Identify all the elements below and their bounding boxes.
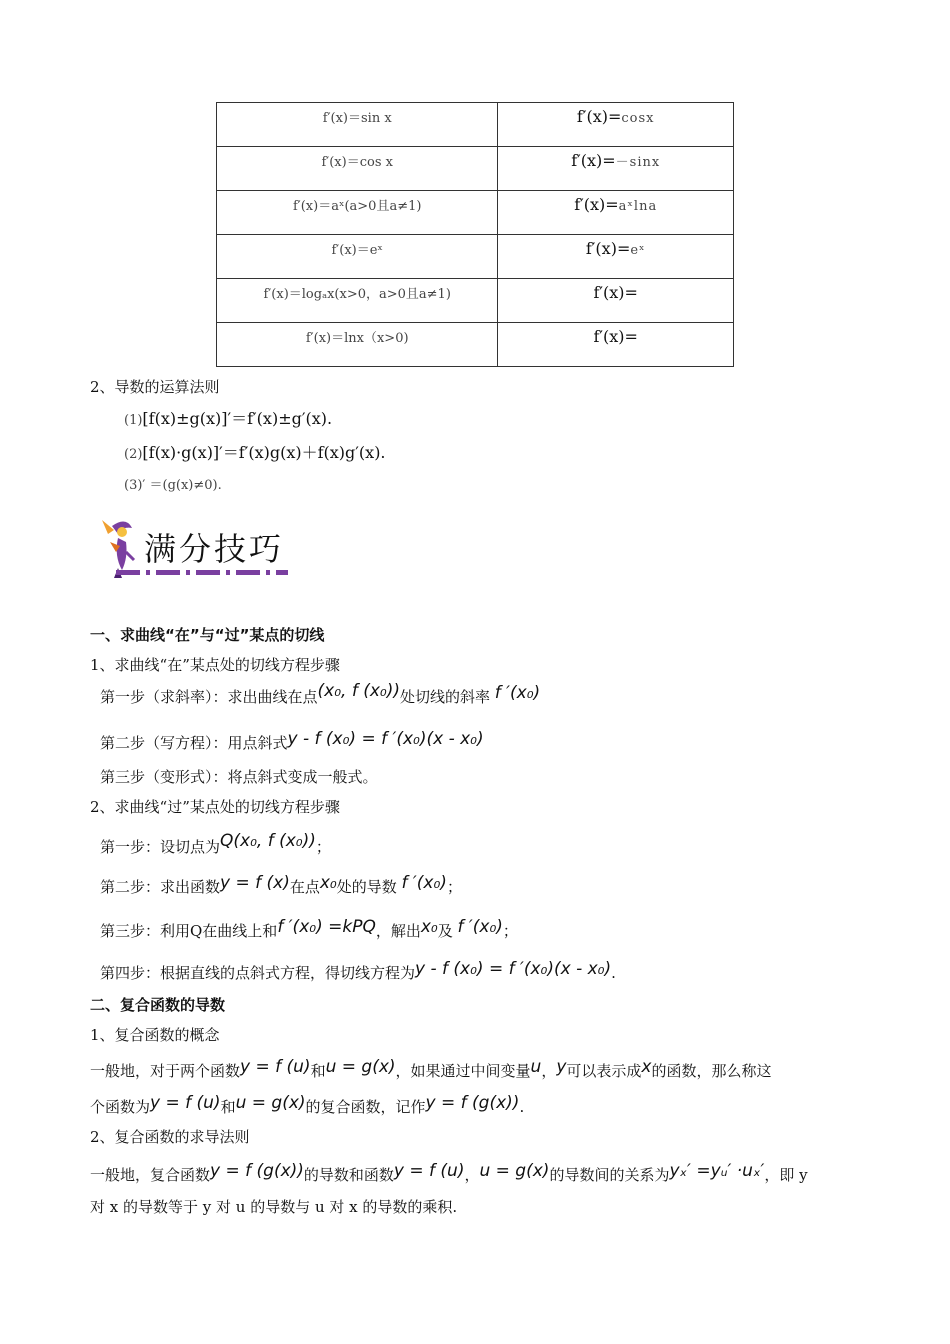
pass-step-1 [100,831,331,857]
table-cell-function: f′(x)＝logₐx(x>0，a>0且a≠1) [217,279,498,323]
paragraph-text: 可以表示成 [566,1062,642,1080]
composite-definition-line-2 [90,1093,525,1117]
rule-text: [f(x)·g(x)]′＝f′(x)g(x)＋f(x)g′(x). [142,443,386,462]
table-cell-derivative [498,235,734,279]
paragraph-text: 一般地，复合函数 [90,1166,211,1184]
step-text: 第四步：根据直线的点斜式方程，得切线方程为 [100,964,416,982]
rule-product [124,440,386,463]
function-formula: u = g(x) [325,1057,396,1077]
tangent-point-formula: Q(x₀, f (x₀)) [220,831,316,851]
function-formula: y = f (u) [150,1093,221,1113]
table-cell-derivative [498,279,734,323]
table-row [217,147,734,191]
section-1-sub-1: 1、求曲线“在”某点处的切线方程步骤 [90,656,340,674]
derivative-value: aˣlna [618,199,658,214]
step-text: 第三步：利用Q在曲线上和 [100,922,278,940]
section-2-sub-2: 2、复合函数的求导法则 [90,1128,250,1146]
table-cell-derivative [498,147,734,191]
step-text: 第二步：求出函数 [100,878,221,896]
table-row [217,279,734,323]
function-formula: u = g(x) [479,1161,550,1181]
variable-x: x [641,1057,652,1077]
table-cell-function: f′(x)＝aˣ(a>0且a≠1) [217,191,498,235]
step-text: 处切线的斜率 [400,688,491,706]
paragraph-text: 的导数和函数 [303,1166,394,1184]
table-cell-derivative [498,191,734,235]
paragraph-text: ，如果通过中间变量 [395,1062,531,1080]
derivative-prefix: f′(x)= [576,107,622,126]
derivative-value: eˣ [630,243,646,258]
composite-definition-line-1 [90,1057,772,1081]
derivative-prefix: f′(x)= [593,327,638,346]
step-2-equation [100,729,484,753]
step-text: 处的导数 [336,878,397,896]
derivative-formula: f ′(x₀) [401,873,447,893]
table-cell-function: f′(x)＝cos x [217,147,498,191]
variable-y: y [556,1057,567,1077]
step-1-slope [100,681,541,707]
table-cell-derivative [498,103,734,147]
pass-step-2 [100,873,462,897]
step-text: ； [446,878,462,896]
variable-u: u [530,1057,542,1077]
step-text: . [611,964,616,982]
chain-rule-formula: yₓ′ =yᵤ′ ·uₓ′ [669,1161,765,1181]
derivative-value: －sinx [615,155,661,170]
pass-step-3 [100,917,518,941]
banner-divider [116,570,288,575]
step-text: 第二步（写方程）：用点斜式 [100,734,288,752]
paragraph-text: 的导数间的关系为 [549,1166,670,1184]
chain-rule-line-1 [90,1161,808,1185]
derivative-prefix: f′(x)= [571,151,616,170]
step-text: ； [502,922,518,940]
function-formula: u = g(x) [235,1093,306,1113]
rule-sum [124,406,332,429]
rules-heading: 2、导数的运算法则 [90,378,220,396]
section-2-title: 二、复合函数的导数 [90,996,226,1014]
table-cell-function: f′(x)＝sin x [217,103,498,147]
step-text: 在点 [289,878,320,896]
pass-step-4 [100,959,616,983]
paragraph-text: 和 [310,1062,326,1080]
function-formula: y = f (u) [393,1161,465,1181]
paragraph-text: ， [541,1062,557,1080]
derivative-value: cosx [621,111,655,126]
step-text: ，解出 [375,922,421,940]
paragraph-text: 的复合函数，记作 [305,1098,426,1116]
step-text: ； [315,838,331,856]
derivative-table [216,102,734,367]
step-text: 第一步（求斜率）：求出曲线在点 [100,688,318,706]
slope-formula: f ′(x₀) [494,683,541,703]
rule-text: [f(x)±g(x)]′＝f′(x)±g′(x). [142,409,333,428]
paragraph-text: ， [464,1166,480,1184]
table-row [217,235,734,279]
banner-title: 满分技巧 [144,530,285,568]
rule-number: (2) [124,447,143,462]
section-2-sub-1: 1、复合函数的概念 [90,1026,220,1044]
tangent-formula: y - f (x₀) = f ′(x₀)(x - x₀) [415,959,612,979]
function-formula: y = f (u) [240,1057,311,1077]
paragraph-text: 个函数为 [90,1098,151,1116]
function-formula: y = f (x) [220,873,290,893]
table-row [217,103,734,147]
paragraph-text: 一般地，对于两个函数 [90,1062,241,1080]
paragraph-text: 的函数，那么称这 [651,1062,772,1080]
paragraph-text: ，即 y [764,1166,808,1184]
table-row [217,323,734,367]
table-cell-derivative [498,323,734,367]
point-formula: (x₀, f (x₀)) [317,681,400,701]
tangent-formula: y - f (x₀) = f ′(x₀)(x - x₀) [287,729,484,749]
composite-formula: y = f (g(x)) [425,1093,520,1113]
x0-formula: x₀ [420,917,438,937]
step-text: 及 [437,922,453,940]
x0-formula: x₀ [319,873,337,893]
table-cell-function: f′(x)＝lnx（x>0) [217,323,498,367]
derivative-prefix: f′(x)= [585,239,631,258]
rule-number: (1) [124,413,143,428]
section-1-sub-2: 2、求曲线“过”某点处的切线方程步骤 [90,798,340,816]
step-3-general: 第三步（变形式）：将点斜式变成一般式。 [100,768,378,786]
table-row [217,191,734,235]
table-cell-function: f′(x)＝eˣ [217,235,498,279]
section-1-title: 一、求曲线“在”与“过”某点的切线 [90,626,325,644]
rule-quotient: (3)′ ＝(g(x)≠0). [124,478,222,493]
paragraph-text: . [519,1098,525,1116]
chain-rule-line-2: 对 x 的导数等于 y 对 u 的导数与 u 对 x 的导数的乘积. [90,1198,458,1216]
step-text: 第一步：设切点为 [100,838,221,856]
derivative-formula: f ′(x₀) [457,917,503,937]
derivative-prefix: f′(x)= [574,195,619,214]
slope-condition-formula: f ′(x₀) =kPQ [277,917,376,937]
derivative-prefix: f′(x)= [593,283,638,302]
composite-formula: y = f (g(x)) [210,1161,304,1181]
paragraph-text: 和 [220,1098,236,1116]
